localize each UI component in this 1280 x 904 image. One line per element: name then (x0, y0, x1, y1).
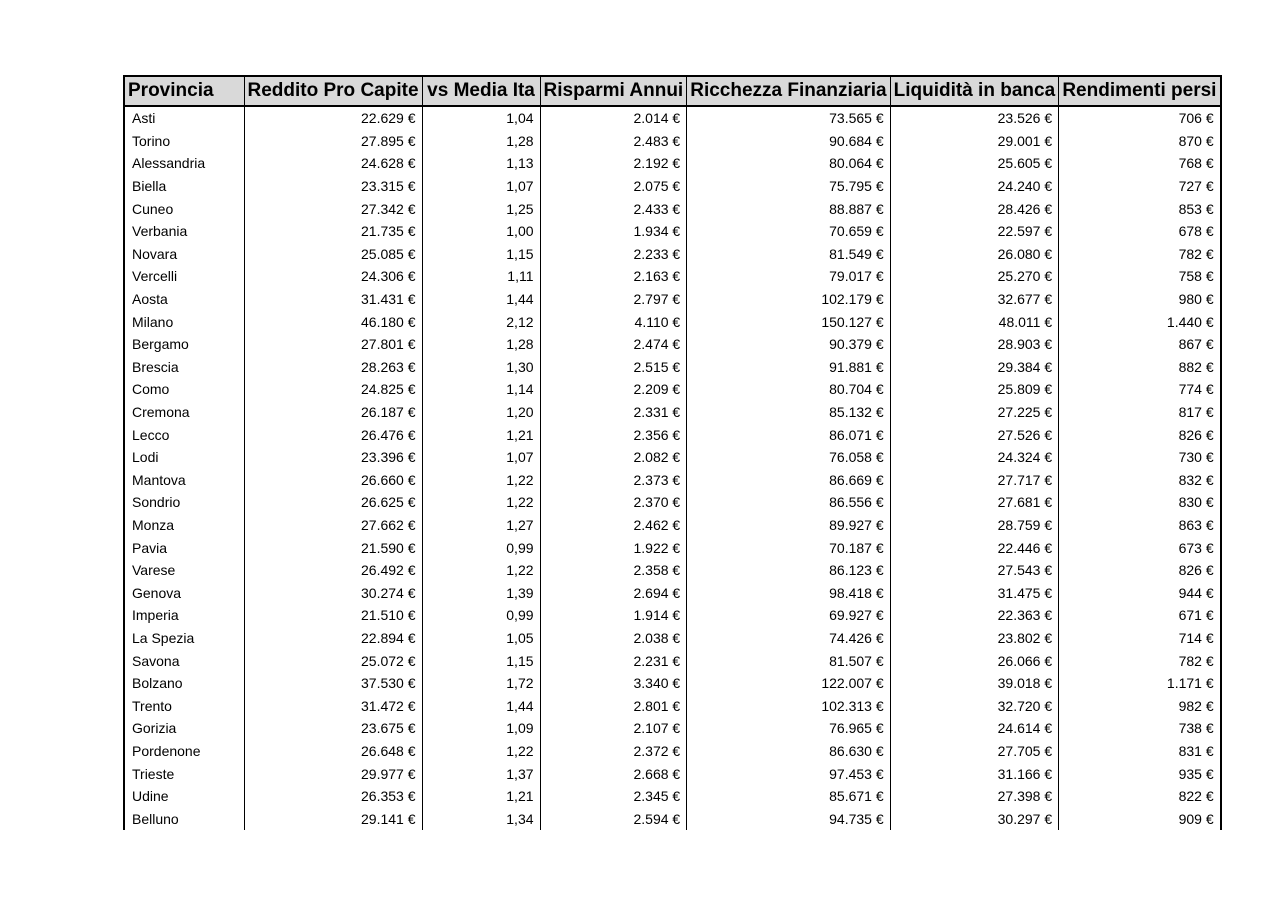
cell-risparmi-annui: 2.192 € (540, 152, 687, 175)
cell-liquidita-in-banca: 28.759 € (890, 514, 1059, 537)
cell-ricchezza-finanziaria: 81.507 € (687, 649, 890, 672)
cell-ricchezza-finanziaria: 98.418 € (687, 581, 890, 604)
table-row (124, 423, 1221, 446)
cell-provincia: Pordenone (124, 740, 244, 763)
cell-ricchezza-finanziaria: 89.927 € (687, 514, 890, 537)
cell-reddito-pro-capite: 21.510 € (244, 604, 422, 627)
cell-provincia: Lodi (124, 446, 244, 469)
cell-provincia: Asti (124, 106, 244, 130)
cell-vs-media-ita: 1,72 (422, 672, 540, 695)
table-row (124, 446, 1221, 469)
cell-provincia: Mantova (124, 469, 244, 492)
cell-provincia: Alessandria (124, 152, 244, 175)
cell-ricchezza-finanziaria: 86.630 € (687, 740, 890, 763)
cell-rendimenti-persi: 758 € (1059, 265, 1221, 288)
cell-risparmi-annui: 2.038 € (540, 627, 687, 650)
cell-provincia: Aosta (124, 288, 244, 311)
cell-vs-media-ita: 1,25 (422, 197, 540, 220)
column-header-reddito-pro-capite: Reddito Pro Capite (244, 76, 422, 106)
cell-risparmi-annui: 2.668 € (540, 762, 687, 785)
cell-rendimenti-persi: 706 € (1059, 106, 1221, 130)
cell-reddito-pro-capite: 23.315 € (244, 175, 422, 198)
cell-risparmi-annui: 2.483 € (540, 130, 687, 153)
cell-liquidita-in-banca: 25.605 € (890, 152, 1059, 175)
cell-reddito-pro-capite: 31.472 € (244, 694, 422, 717)
table-row (124, 469, 1221, 492)
cell-reddito-pro-capite: 26.353 € (244, 785, 422, 808)
cell-liquidita-in-banca: 27.705 € (890, 740, 1059, 763)
cell-vs-media-ita: 1,34 (422, 807, 540, 830)
cell-ricchezza-finanziaria: 102.179 € (687, 288, 890, 311)
cell-provincia: Varese (124, 559, 244, 582)
cell-vs-media-ita: 1,15 (422, 649, 540, 672)
cell-risparmi-annui: 4.110 € (540, 310, 687, 333)
cell-liquidita-in-banca: 27.225 € (890, 401, 1059, 424)
cell-liquidita-in-banca: 31.475 € (890, 581, 1059, 604)
cell-risparmi-annui: 2.694 € (540, 581, 687, 604)
table-row (124, 694, 1221, 717)
cell-provincia: Imperia (124, 604, 244, 627)
cell-reddito-pro-capite: 27.895 € (244, 130, 422, 153)
column-header-risparmi-annui: Risparmi Annui (540, 76, 687, 106)
cell-reddito-pro-capite: 29.977 € (244, 762, 422, 785)
cell-ricchezza-finanziaria: 73.565 € (687, 106, 890, 130)
cell-vs-media-ita: 1,37 (422, 762, 540, 785)
cell-reddito-pro-capite: 21.590 € (244, 536, 422, 559)
cell-liquidita-in-banca: 24.240 € (890, 175, 1059, 198)
cell-rendimenti-persi: 817 € (1059, 401, 1221, 424)
cell-ricchezza-finanziaria: 76.965 € (687, 717, 890, 740)
cell-rendimenti-persi: 980 € (1059, 288, 1221, 311)
cell-rendimenti-persi: 982 € (1059, 694, 1221, 717)
cell-vs-media-ita: 1,15 (422, 243, 540, 266)
cell-rendimenti-persi: 822 € (1059, 785, 1221, 808)
cell-rendimenti-persi: 831 € (1059, 740, 1221, 763)
cell-risparmi-annui: 1.922 € (540, 536, 687, 559)
cell-vs-media-ita: 1,22 (422, 559, 540, 582)
cell-liquidita-in-banca: 23.802 € (890, 627, 1059, 650)
column-header-vs-media-ita: vs Media Ita (422, 76, 540, 106)
cell-rendimenti-persi: 882 € (1059, 356, 1221, 379)
cell-risparmi-annui: 3.340 € (540, 672, 687, 695)
cell-provincia: Cremona (124, 401, 244, 424)
cell-reddito-pro-capite: 26.625 € (244, 491, 422, 514)
cell-liquidita-in-banca: 22.446 € (890, 536, 1059, 559)
cell-liquidita-in-banca: 23.526 € (890, 106, 1059, 130)
cell-risparmi-annui: 2.345 € (540, 785, 687, 808)
cell-rendimenti-persi: 870 € (1059, 130, 1221, 153)
cell-liquidita-in-banca: 28.903 € (890, 333, 1059, 356)
cell-reddito-pro-capite: 30.274 € (244, 581, 422, 604)
cell-reddito-pro-capite: 26.476 € (244, 423, 422, 446)
cell-vs-media-ita: 1,00 (422, 220, 540, 243)
column-header-ricchezza-finanziaria: Ricchezza Finanziaria (687, 76, 890, 106)
cell-ricchezza-finanziaria: 74.426 € (687, 627, 890, 650)
cell-vs-media-ita: 1,21 (422, 423, 540, 446)
cell-provincia: Vercelli (124, 265, 244, 288)
table-row (124, 265, 1221, 288)
cell-provincia: Genova (124, 581, 244, 604)
cell-reddito-pro-capite: 27.801 € (244, 333, 422, 356)
table-row (124, 152, 1221, 175)
table-row (124, 106, 1221, 130)
cell-vs-media-ita: 0,99 (422, 536, 540, 559)
cell-provincia: Verbania (124, 220, 244, 243)
cell-risparmi-annui: 2.107 € (540, 717, 687, 740)
cell-risparmi-annui: 2.231 € (540, 649, 687, 672)
cell-liquidita-in-banca: 29.001 € (890, 130, 1059, 153)
cell-vs-media-ita: 1,05 (422, 627, 540, 650)
cell-vs-media-ita: 0,99 (422, 604, 540, 627)
cell-reddito-pro-capite: 25.072 € (244, 649, 422, 672)
table-row (124, 175, 1221, 198)
table-row (124, 740, 1221, 763)
cell-vs-media-ita: 1,21 (422, 785, 540, 808)
cell-ricchezza-finanziaria: 85.132 € (687, 401, 890, 424)
cell-provincia: Bolzano (124, 672, 244, 695)
cell-vs-media-ita: 1,07 (422, 175, 540, 198)
cell-provincia: Pavia (124, 536, 244, 559)
cell-rendimenti-persi: 1.440 € (1059, 310, 1221, 333)
cell-liquidita-in-banca: 22.597 € (890, 220, 1059, 243)
cell-liquidita-in-banca: 31.166 € (890, 762, 1059, 785)
table-row (124, 378, 1221, 401)
cell-risparmi-annui: 2.801 € (540, 694, 687, 717)
cell-ricchezza-finanziaria: 90.684 € (687, 130, 890, 153)
cell-risparmi-annui: 2.163 € (540, 265, 687, 288)
table-body (124, 106, 1221, 830)
cell-reddito-pro-capite: 22.894 € (244, 627, 422, 650)
cell-reddito-pro-capite: 37.530 € (244, 672, 422, 695)
cell-ricchezza-finanziaria: 91.881 € (687, 356, 890, 379)
cell-vs-media-ita: 1,22 (422, 491, 540, 514)
cell-risparmi-annui: 2.358 € (540, 559, 687, 582)
cell-risparmi-annui: 1.934 € (540, 220, 687, 243)
cell-provincia: Savona (124, 649, 244, 672)
cell-liquidita-in-banca: 48.011 € (890, 310, 1059, 333)
cell-rendimenti-persi: 1.171 € (1059, 672, 1221, 695)
cell-vs-media-ita: 1,22 (422, 740, 540, 763)
cell-ricchezza-finanziaria: 81.549 € (687, 243, 890, 266)
cell-ricchezza-finanziaria: 80.704 € (687, 378, 890, 401)
cell-ricchezza-finanziaria: 85.671 € (687, 785, 890, 808)
table-row (124, 243, 1221, 266)
cell-vs-media-ita: 1,44 (422, 694, 540, 717)
cell-ricchezza-finanziaria: 97.453 € (687, 762, 890, 785)
cell-provincia: Lecco (124, 423, 244, 446)
cell-rendimenti-persi: 867 € (1059, 333, 1221, 356)
cell-rendimenti-persi: 768 € (1059, 152, 1221, 175)
cell-risparmi-annui: 2.356 € (540, 423, 687, 446)
cell-liquidita-in-banca: 32.720 € (890, 694, 1059, 717)
cell-ricchezza-finanziaria: 102.313 € (687, 694, 890, 717)
cell-liquidita-in-banca: 28.426 € (890, 197, 1059, 220)
cell-vs-media-ita: 1,27 (422, 514, 540, 537)
cell-liquidita-in-banca: 32.677 € (890, 288, 1059, 311)
cell-liquidita-in-banca: 25.809 € (890, 378, 1059, 401)
cell-risparmi-annui: 2.082 € (540, 446, 687, 469)
cell-provincia: Udine (124, 785, 244, 808)
cell-reddito-pro-capite: 22.629 € (244, 106, 422, 130)
table-row (124, 649, 1221, 672)
table-row (124, 807, 1221, 830)
column-header-rendimenti-persi: Rendimenti persi (1059, 76, 1221, 106)
cell-liquidita-in-banca: 30.297 € (890, 807, 1059, 830)
cell-rendimenti-persi: 782 € (1059, 649, 1221, 672)
cell-rendimenti-persi: 727 € (1059, 175, 1221, 198)
column-header-provincia: Provincia (124, 76, 244, 106)
table-row (124, 514, 1221, 537)
cell-vs-media-ita: 1,44 (422, 288, 540, 311)
table-row (124, 220, 1221, 243)
cell-ricchezza-finanziaria: 75.795 € (687, 175, 890, 198)
cell-vs-media-ita: 1,22 (422, 469, 540, 492)
table-row (124, 785, 1221, 808)
cell-rendimenti-persi: 774 € (1059, 378, 1221, 401)
table-row (124, 762, 1221, 785)
cell-liquidita-in-banca: 29.384 € (890, 356, 1059, 379)
cell-ricchezza-finanziaria: 86.071 € (687, 423, 890, 446)
cell-reddito-pro-capite: 27.342 € (244, 197, 422, 220)
cell-provincia: Biella (124, 175, 244, 198)
provinces-table (123, 75, 1222, 830)
cell-reddito-pro-capite: 26.187 € (244, 401, 422, 424)
column-header-liquidita-in-banca: Liquidità in banca (890, 76, 1059, 106)
cell-ricchezza-finanziaria: 76.058 € (687, 446, 890, 469)
cell-provincia: Brescia (124, 356, 244, 379)
cell-reddito-pro-capite: 26.648 € (244, 740, 422, 763)
cell-rendimenti-persi: 832 € (1059, 469, 1221, 492)
cell-risparmi-annui: 2.594 € (540, 807, 687, 830)
cell-vs-media-ita: 1,11 (422, 265, 540, 288)
cell-ricchezza-finanziaria: 70.187 € (687, 536, 890, 559)
cell-rendimenti-persi: 826 € (1059, 423, 1221, 446)
cell-provincia: La Spezia (124, 627, 244, 650)
table-row (124, 717, 1221, 740)
cell-ricchezza-finanziaria: 69.927 € (687, 604, 890, 627)
cell-provincia: Bergamo (124, 333, 244, 356)
cell-ricchezza-finanziaria: 150.127 € (687, 310, 890, 333)
cell-risparmi-annui: 2.075 € (540, 175, 687, 198)
table-row (124, 288, 1221, 311)
cell-provincia: Monza (124, 514, 244, 537)
table-row (124, 604, 1221, 627)
cell-liquidita-in-banca: 27.717 € (890, 469, 1059, 492)
cell-liquidita-in-banca: 27.543 € (890, 559, 1059, 582)
cell-rendimenti-persi: 830 € (1059, 491, 1221, 514)
cell-provincia: Como (124, 378, 244, 401)
cell-liquidita-in-banca: 27.398 € (890, 785, 1059, 808)
cell-provincia: Trieste (124, 762, 244, 785)
cell-rendimenti-persi: 671 € (1059, 604, 1221, 627)
table-row (124, 356, 1221, 379)
cell-rendimenti-persi: 730 € (1059, 446, 1221, 469)
cell-ricchezza-finanziaria: 79.017 € (687, 265, 890, 288)
cell-ricchezza-finanziaria: 80.064 € (687, 152, 890, 175)
cell-vs-media-ita: 2,12 (422, 310, 540, 333)
cell-risparmi-annui: 2.014 € (540, 106, 687, 130)
cell-provincia: Trento (124, 694, 244, 717)
cell-ricchezza-finanziaria: 86.669 € (687, 469, 890, 492)
cell-reddito-pro-capite: 25.085 € (244, 243, 422, 266)
cell-risparmi-annui: 2.370 € (540, 491, 687, 514)
table-row (124, 581, 1221, 604)
cell-provincia: Gorizia (124, 717, 244, 740)
cell-liquidita-in-banca: 27.681 € (890, 491, 1059, 514)
cell-risparmi-annui: 2.515 € (540, 356, 687, 379)
table-row (124, 310, 1221, 333)
cell-rendimenti-persi: 909 € (1059, 807, 1221, 830)
cell-risparmi-annui: 1.914 € (540, 604, 687, 627)
cell-rendimenti-persi: 714 € (1059, 627, 1221, 650)
cell-reddito-pro-capite: 21.735 € (244, 220, 422, 243)
cell-reddito-pro-capite: 24.306 € (244, 265, 422, 288)
cell-rendimenti-persi: 853 € (1059, 197, 1221, 220)
table-row (124, 627, 1221, 650)
table-row (124, 672, 1221, 695)
cell-ricchezza-finanziaria: 86.556 € (687, 491, 890, 514)
cell-vs-media-ita: 1,09 (422, 717, 540, 740)
cell-rendimenti-persi: 738 € (1059, 717, 1221, 740)
table-row (124, 130, 1221, 153)
cell-liquidita-in-banca: 24.324 € (890, 446, 1059, 469)
cell-risparmi-annui: 2.462 € (540, 514, 687, 537)
table-row (124, 401, 1221, 424)
cell-reddito-pro-capite: 23.675 € (244, 717, 422, 740)
cell-risparmi-annui: 2.209 € (540, 378, 687, 401)
cell-ricchezza-finanziaria: 94.735 € (687, 807, 890, 830)
cell-risparmi-annui: 2.433 € (540, 197, 687, 220)
cell-risparmi-annui: 2.373 € (540, 469, 687, 492)
table-row (124, 536, 1221, 559)
cell-ricchezza-finanziaria: 90.379 € (687, 333, 890, 356)
cell-reddito-pro-capite: 24.825 € (244, 378, 422, 401)
cell-liquidita-in-banca: 26.080 € (890, 243, 1059, 266)
cell-vs-media-ita: 1,39 (422, 581, 540, 604)
cell-reddito-pro-capite: 46.180 € (244, 310, 422, 333)
cell-vs-media-ita: 1,20 (422, 401, 540, 424)
cell-vs-media-ita: 1,14 (422, 378, 540, 401)
cell-vs-media-ita: 1,28 (422, 130, 540, 153)
cell-liquidita-in-banca: 25.270 € (890, 265, 1059, 288)
cell-vs-media-ita: 1,30 (422, 356, 540, 379)
cell-ricchezza-finanziaria: 88.887 € (687, 197, 890, 220)
cell-rendimenti-persi: 944 € (1059, 581, 1221, 604)
cell-liquidita-in-banca: 22.363 € (890, 604, 1059, 627)
cell-provincia: Cuneo (124, 197, 244, 220)
cell-provincia: Milano (124, 310, 244, 333)
table-row (124, 197, 1221, 220)
cell-risparmi-annui: 2.372 € (540, 740, 687, 763)
cell-rendimenti-persi: 678 € (1059, 220, 1221, 243)
table-row (124, 491, 1221, 514)
cell-rendimenti-persi: 826 € (1059, 559, 1221, 582)
cell-vs-media-ita: 1,13 (422, 152, 540, 175)
cell-reddito-pro-capite: 26.660 € (244, 469, 422, 492)
header-row (124, 76, 1221, 106)
table-row (124, 333, 1221, 356)
cell-reddito-pro-capite: 26.492 € (244, 559, 422, 582)
cell-rendimenti-persi: 863 € (1059, 514, 1221, 537)
cell-ricchezza-finanziaria: 70.659 € (687, 220, 890, 243)
cell-reddito-pro-capite: 29.141 € (244, 807, 422, 830)
cell-reddito-pro-capite: 28.263 € (244, 356, 422, 379)
cell-vs-media-ita: 1,28 (422, 333, 540, 356)
cell-ricchezza-finanziaria: 86.123 € (687, 559, 890, 582)
cell-provincia: Novara (124, 243, 244, 266)
cell-risparmi-annui: 2.233 € (540, 243, 687, 266)
cell-rendimenti-persi: 782 € (1059, 243, 1221, 266)
cell-vs-media-ita: 1,04 (422, 106, 540, 130)
cell-reddito-pro-capite: 27.662 € (244, 514, 422, 537)
cell-rendimenti-persi: 935 € (1059, 762, 1221, 785)
cell-reddito-pro-capite: 23.396 € (244, 446, 422, 469)
cell-liquidita-in-banca: 26.066 € (890, 649, 1059, 672)
cell-provincia: Sondrio (124, 491, 244, 514)
cell-provincia: Torino (124, 130, 244, 153)
cell-ricchezza-finanziaria: 122.007 € (687, 672, 890, 695)
cell-vs-media-ita: 1,07 (422, 446, 540, 469)
cell-risparmi-annui: 2.474 € (540, 333, 687, 356)
cell-reddito-pro-capite: 24.628 € (244, 152, 422, 175)
cell-rendimenti-persi: 673 € (1059, 536, 1221, 559)
table-row (124, 559, 1221, 582)
cell-reddito-pro-capite: 31.431 € (244, 288, 422, 311)
cell-liquidita-in-banca: 24.614 € (890, 717, 1059, 740)
cell-provincia: Belluno (124, 807, 244, 830)
cell-risparmi-annui: 2.331 € (540, 401, 687, 424)
cell-liquidita-in-banca: 39.018 € (890, 672, 1059, 695)
cell-risparmi-annui: 2.797 € (540, 288, 687, 311)
cell-liquidita-in-banca: 27.526 € (890, 423, 1059, 446)
